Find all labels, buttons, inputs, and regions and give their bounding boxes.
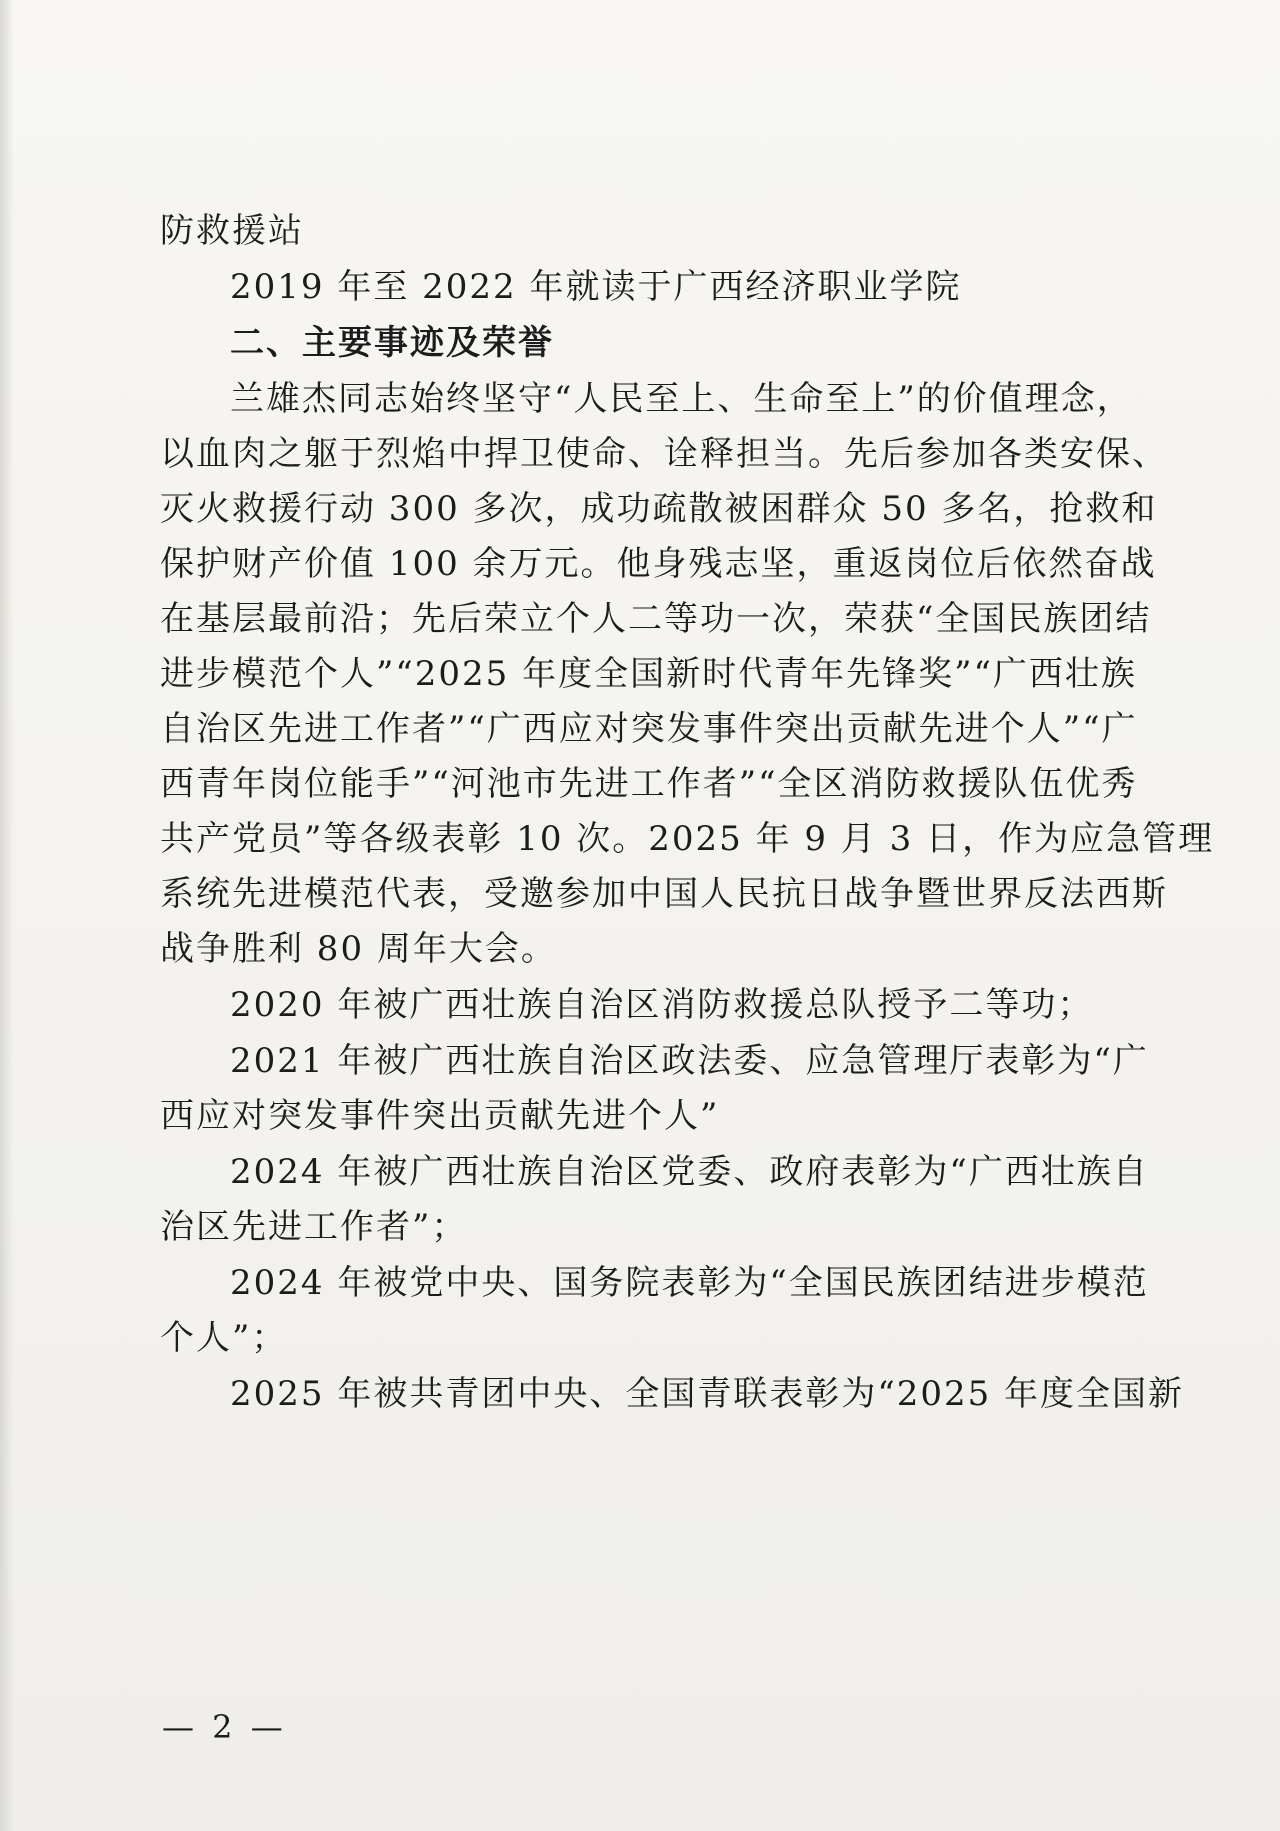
honor-line: 2024 年被广西壮族自治区党委、政府表彰为“广西壮族自 xyxy=(230,1152,1149,1192)
honor-line: 西应对突发事件突出贡献先进个人” xyxy=(160,1096,720,1136)
paragraph-line: 战争胜利 80 周年大会。 xyxy=(160,929,557,969)
honor-line: 治区先进工作者”； xyxy=(160,1207,468,1247)
paragraph-line: 灭火救援行动 300 多次，成功疏散被困群众 50 多名，抢救和 xyxy=(160,489,1158,529)
honor-line: 个人”； xyxy=(160,1318,288,1358)
paragraph-line: 兰雄杰同志始终坚守“人民至上、生命至上”的价值理念， xyxy=(230,379,1133,419)
honor-line: 2024 年被党中央、国务院表彰为“全国民族团结进步模范 xyxy=(230,1263,1149,1303)
paragraph-line: 以血肉之躯于烈焰中捍卫使命、诠释担当。先后参加各类安保、 xyxy=(160,434,1168,474)
paragraph-line: 西青年岗位能手”“河池市先进工作者”“全区消防救援队伍优秀 xyxy=(160,764,1138,804)
page-number: — 2 — xyxy=(162,1708,287,1746)
honor-line: 2021 年被广西壮族自治区政法委、应急管理厅表彰为“广 xyxy=(230,1041,1149,1081)
scan-edge-shadow xyxy=(0,0,14,1831)
honor-line: 2025 年被共青团中央、全国青联表彰为“2025 年度全国新 xyxy=(230,1374,1185,1414)
paragraph-line: 系统先进模范代表，受邀参加中国人民抗日战争暨世界反法西斯 xyxy=(160,874,1168,914)
paragraph-line: 进步模范个人”“2025 年度全国新时代青年先锋奖”“广西壮族 xyxy=(160,654,1137,694)
text-line: 2019 年至 2022 年就读于广西经济职业学院 xyxy=(230,267,962,307)
text-line: 防救援站 xyxy=(160,211,304,251)
paragraph-line: 保护财产价值 100 余万元。他身残志坚，重返岗位后依然奋战 xyxy=(160,544,1157,584)
section-heading: 二、主要事迹及荣誉 xyxy=(230,323,554,363)
paragraph-line: 共产党员”等各级表彰 10 次。2025 年 9 月 3 日，作为应急管理 xyxy=(160,819,1215,859)
honor-line: 2020 年被广西壮族自治区消防救援总队授予二等功； xyxy=(230,985,1094,1025)
paragraph-line: 自治区先进工作者”“广西应对突发事件突出贡献先进个人”“广 xyxy=(160,709,1138,749)
paragraph-line: 在基层最前沿；先后荣立个人二等功一次，荣获“全国民族团结 xyxy=(160,599,1152,639)
